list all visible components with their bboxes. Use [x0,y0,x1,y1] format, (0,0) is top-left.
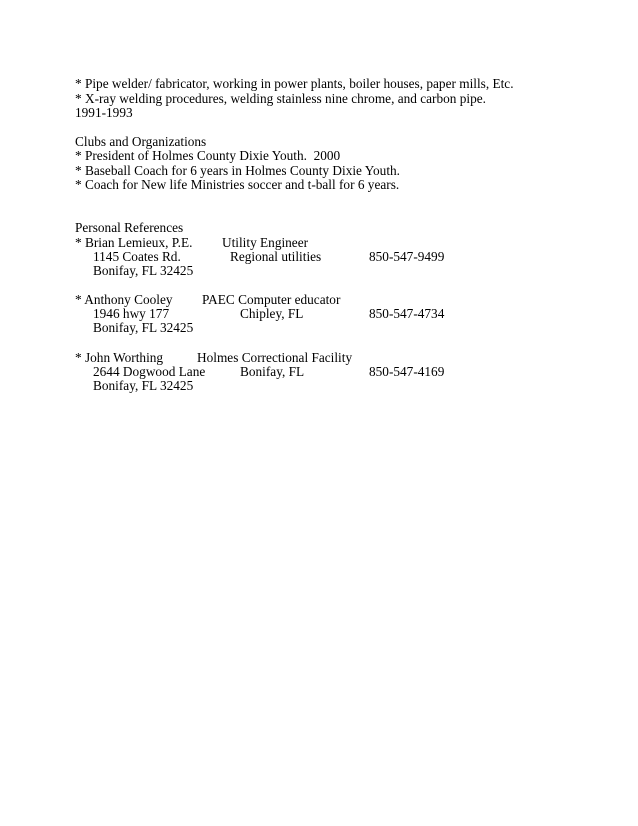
clubs-item-3: * Coach for New life Ministries soccer and t-ball for 6 years. [75,177,400,192]
reference-2-title: PAEC Computer educator [202,292,341,307]
reference-1-address: 1145 Coates Rd. [93,249,181,264]
experience-bullet-2: * X-ray welding procedures, welding stainless nine chrome, and carbon pipe. [75,91,486,106]
clubs-item-2: * Baseball Coach for 6 years in Holmes County Dixie Youth. [75,163,401,178]
references-heading: Personal References [75,220,184,235]
reference-2-phone: 850-547-4734 [369,306,445,321]
reference-2-address: 1946 hwy 177 [93,306,170,321]
clubs-heading: Clubs and Organizations [75,134,207,149]
reference-2-city: Bonifay, FL 32425 [93,320,194,335]
reference-3-city: Bonifay, FL 32425 [93,378,194,393]
reference-3-organization: Bonifay, FL [240,364,305,379]
reference-2-organization: Chipley, FL [240,306,304,321]
reference-1-phone: 850-547-9499 [369,249,445,264]
reference-1-organization: Regional utilities [230,249,322,264]
experience-bullet-1: * Pipe welder/ fabricator, working in power plants, boiler houses, paper mills, Etc. [75,76,514,91]
reference-1-name: * Brian Lemieux, P.E. [75,235,193,250]
reference-3-title: Holmes Correctional Facility [197,350,353,365]
reference-3-address: 2644 Dogwood Lane [93,364,206,379]
reference-1-title: Utility Engineer [222,235,309,250]
reference-2-name: * Anthony Cooley [75,292,173,307]
experience-years: 1991-1993 [75,105,133,120]
reference-3-phone: 850-547-4169 [369,364,445,379]
clubs-item-1: * President of Holmes County Dixie Youth. 2000 [75,148,341,163]
reference-1-city: Bonifay, FL 32425 [93,263,194,278]
reference-3-name: * John Worthing [75,350,164,365]
